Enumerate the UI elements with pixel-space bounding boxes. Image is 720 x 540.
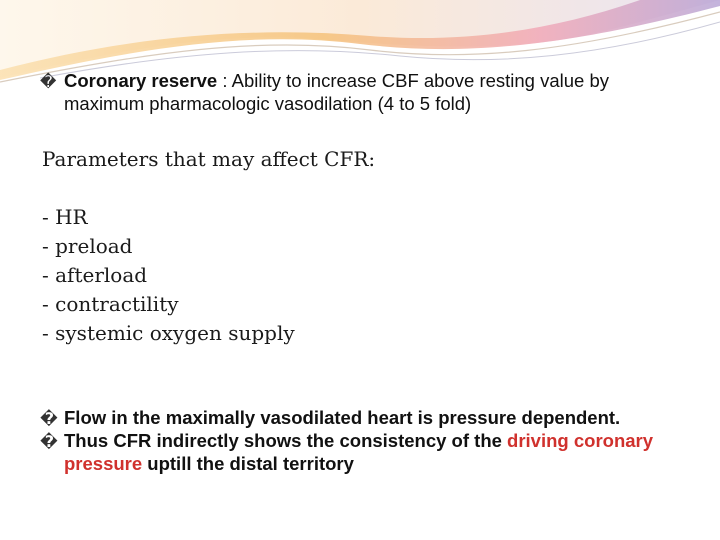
- driving-pressure-highlight: driving coronary pressure: [64, 430, 654, 474]
- cfr-note-before: Thus CFR indirectly shows the consistency of the: [64, 430, 508, 451]
- cfr-note-bullet: [40, 430, 690, 474]
- bullet-marker-icon: �: [40, 411, 58, 428]
- parameter-item: - HR: [42, 205, 88, 229]
- flow-note-bullet: [40, 407, 690, 430]
- flow-note-text: Flow in the maximally vasodilated heart is pressure dependent.: [64, 407, 621, 428]
- parameter-item: - systemic oxygen supply: [42, 321, 295, 345]
- parameters-list: [42, 203, 295, 348]
- cfr-note-after: uptill the distal territory: [142, 453, 354, 474]
- bullet-marker-icon: �: [40, 434, 58, 451]
- coronary-reserve-term: Coronary reserve: [64, 70, 218, 91]
- coronary-reserve-bullet: [40, 70, 690, 114]
- bullet-marker-icon: �: [40, 74, 57, 91]
- parameter-item: - afterload: [42, 263, 148, 287]
- parameters-heading: Parameters that may affect CFR:: [42, 147, 376, 171]
- flow-bullets: [40, 407, 690, 474]
- parameter-item: - preload: [42, 234, 133, 258]
- parameter-item: - contractility: [42, 292, 179, 316]
- coronary-reserve-definition: : Ability to increase CBF above resting value by maximum pharmacologic vasodilation (4 to 5 fold): [64, 70, 610, 114]
